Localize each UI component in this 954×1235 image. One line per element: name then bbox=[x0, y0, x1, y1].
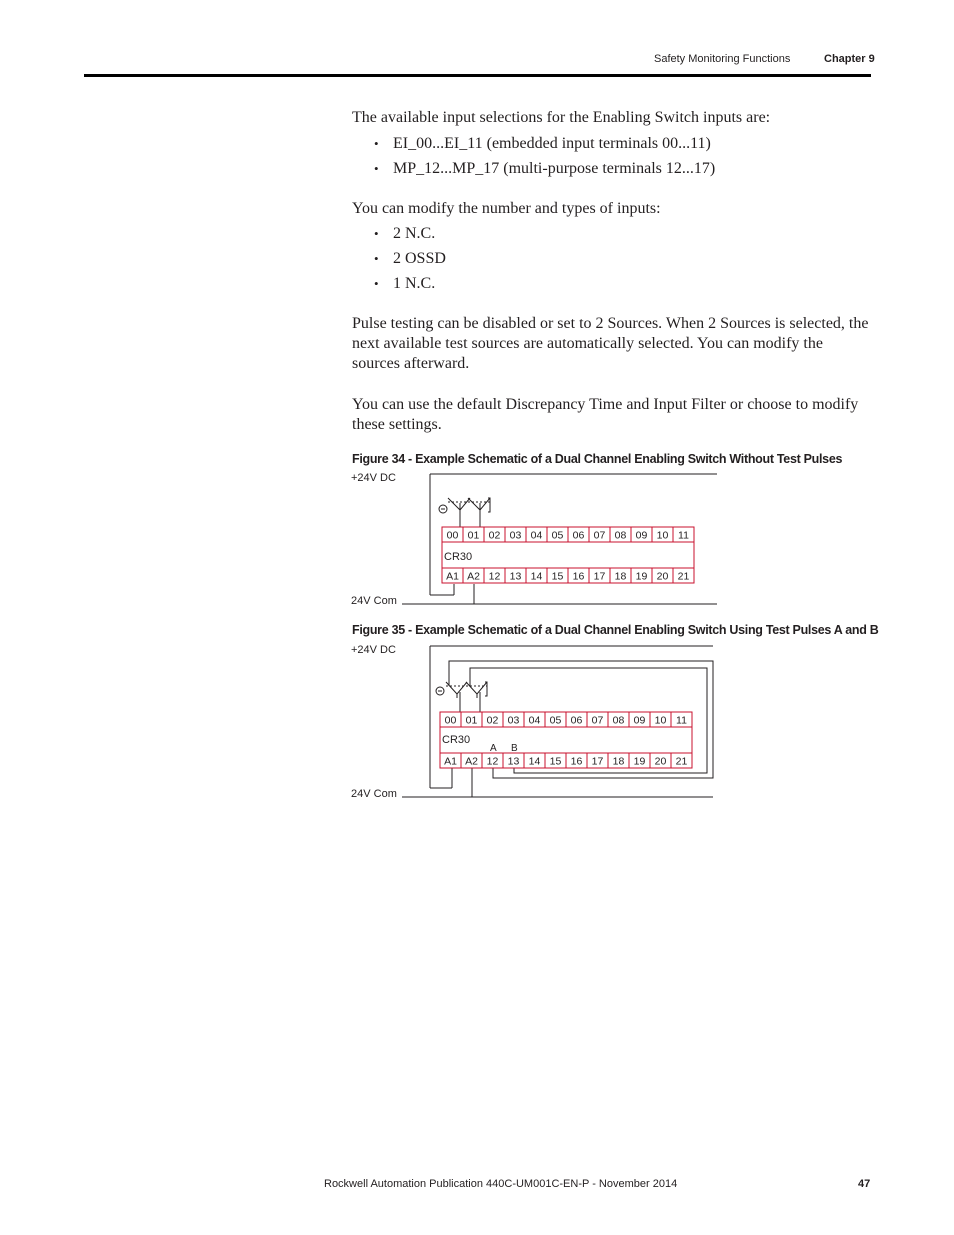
terminal-label: 05 bbox=[549, 714, 562, 727]
terminal-label: 04 bbox=[528, 714, 541, 727]
paragraph-modify-inputs: You can modify the number and types of inputs: bbox=[352, 200, 661, 217]
list-item: • 1 N.C. bbox=[374, 271, 446, 296]
device-label: CR30 bbox=[442, 734, 471, 746]
terminal-label: 19 bbox=[635, 570, 648, 583]
terminal-label: 10 bbox=[654, 714, 667, 727]
common-label: 24V Com bbox=[351, 788, 397, 800]
figure-34-schematic bbox=[340, 466, 740, 612]
running-header-chapter: Chapter 9 bbox=[824, 53, 875, 65]
terminal-label: 04 bbox=[530, 529, 543, 542]
terminal-label: 06 bbox=[570, 714, 583, 727]
cr30-terminal-block bbox=[440, 712, 692, 768]
terminal-label: 13 bbox=[509, 570, 522, 583]
terminal-label: A1 bbox=[446, 570, 459, 583]
terminal-label: 01 bbox=[465, 714, 478, 727]
terminal-label: 11 bbox=[678, 529, 689, 542]
terminal-label: 16 bbox=[572, 570, 585, 583]
list-item: • 2 OSSD bbox=[374, 246, 446, 271]
terminal-label: 07 bbox=[591, 714, 604, 727]
figure-35-caption: Figure 35 - Example Schematic of a Dual Channel Enabling Switch Using Test Pulses A and B bbox=[352, 623, 879, 637]
paragraph-input-selections: The available input selections for the Enabling Switch inputs are: bbox=[352, 109, 771, 126]
footer-publication: Rockwell Automation Publication 440C-UM001C-EN-P - November 2014 bbox=[324, 1178, 678, 1190]
terminal-label: 18 bbox=[614, 570, 627, 583]
terminal-label: 18 bbox=[612, 755, 625, 768]
terminal-label: A2 bbox=[467, 570, 480, 583]
terminal-label: 08 bbox=[612, 714, 625, 727]
terminal-label: 12 bbox=[486, 755, 499, 768]
list-item: • EI_00...EI_11 (embedded input terminals 00...11) bbox=[374, 131, 715, 156]
terminal-label: 16 bbox=[570, 755, 583, 768]
list-item: • MP_12...MP_17 (multi-purpose terminals 12...17) bbox=[374, 156, 715, 181]
terminal-label: 12 bbox=[488, 570, 501, 583]
supply-label: +24V DC bbox=[351, 644, 396, 656]
pulse-b-label: B bbox=[511, 743, 518, 754]
terminal-label: 10 bbox=[656, 529, 669, 542]
terminal-label: 03 bbox=[509, 529, 522, 542]
terminal-label: 14 bbox=[528, 755, 541, 768]
cr30-terminal-block bbox=[442, 527, 694, 583]
enabling-switch-icon bbox=[436, 682, 487, 698]
running-header-section: Safety Monitoring Functions bbox=[654, 53, 791, 65]
terminal-label: 17 bbox=[591, 755, 604, 768]
paragraph-discrepancy: You can use the default Discrepancy Time and Input Filter or choose to modify these settings. bbox=[352, 396, 859, 433]
terminal-label: 20 bbox=[656, 570, 669, 583]
header-rule bbox=[84, 74, 871, 77]
terminal-label: 19 bbox=[633, 755, 646, 768]
terminal-label: 00 bbox=[444, 714, 457, 727]
pulse-a-label: A bbox=[490, 743, 497, 754]
terminal-label: 09 bbox=[635, 529, 648, 542]
supply-label: +24V DC bbox=[351, 472, 396, 484]
terminal-label: A1 bbox=[444, 755, 457, 768]
terminal-label: 08 bbox=[614, 529, 627, 542]
enabling-switch-icon bbox=[439, 498, 490, 514]
terminal-label: 06 bbox=[572, 529, 585, 542]
terminal-label: 00 bbox=[446, 529, 459, 542]
device-label: CR30 bbox=[444, 551, 473, 563]
terminal-label: 02 bbox=[488, 529, 501, 542]
terminal-label: 14 bbox=[530, 570, 543, 583]
terminal-label: 13 bbox=[507, 755, 520, 768]
terminal-label: 15 bbox=[551, 570, 564, 583]
page-number: 47 bbox=[858, 1178, 871, 1190]
input-type-list bbox=[374, 221, 446, 296]
terminal-label: 01 bbox=[467, 529, 480, 542]
terminal-label: 05 bbox=[551, 529, 564, 542]
terminal-label: 09 bbox=[633, 714, 646, 727]
terminal-label: A2 bbox=[465, 755, 478, 768]
terminal-label: 21 bbox=[677, 570, 690, 583]
terminal-label: 17 bbox=[593, 570, 606, 583]
figure-35-schematic bbox=[340, 638, 740, 804]
terminal-label: 02 bbox=[486, 714, 499, 727]
terminal-label: 03 bbox=[507, 714, 520, 727]
list-item: • 2 N.C. bbox=[374, 221, 446, 246]
paragraph-pulse-testing: Pulse testing can be disabled or set to 2 Sources. When 2 Sources is selected, the next available test sources are automatically selected. You can modify the sources afterward. bbox=[352, 315, 869, 372]
terminal-label: 20 bbox=[654, 755, 667, 768]
common-label: 24V Com bbox=[351, 595, 397, 607]
input-selection-list bbox=[374, 131, 715, 181]
terminal-label: 11 bbox=[676, 714, 687, 727]
terminal-label: 15 bbox=[549, 755, 562, 768]
figure-34-caption: Figure 34 - Example Schematic of a Dual Channel Enabling Switch Without Test Pulses bbox=[352, 452, 843, 466]
terminal-label: 21 bbox=[675, 755, 688, 768]
terminal-label: 07 bbox=[593, 529, 606, 542]
